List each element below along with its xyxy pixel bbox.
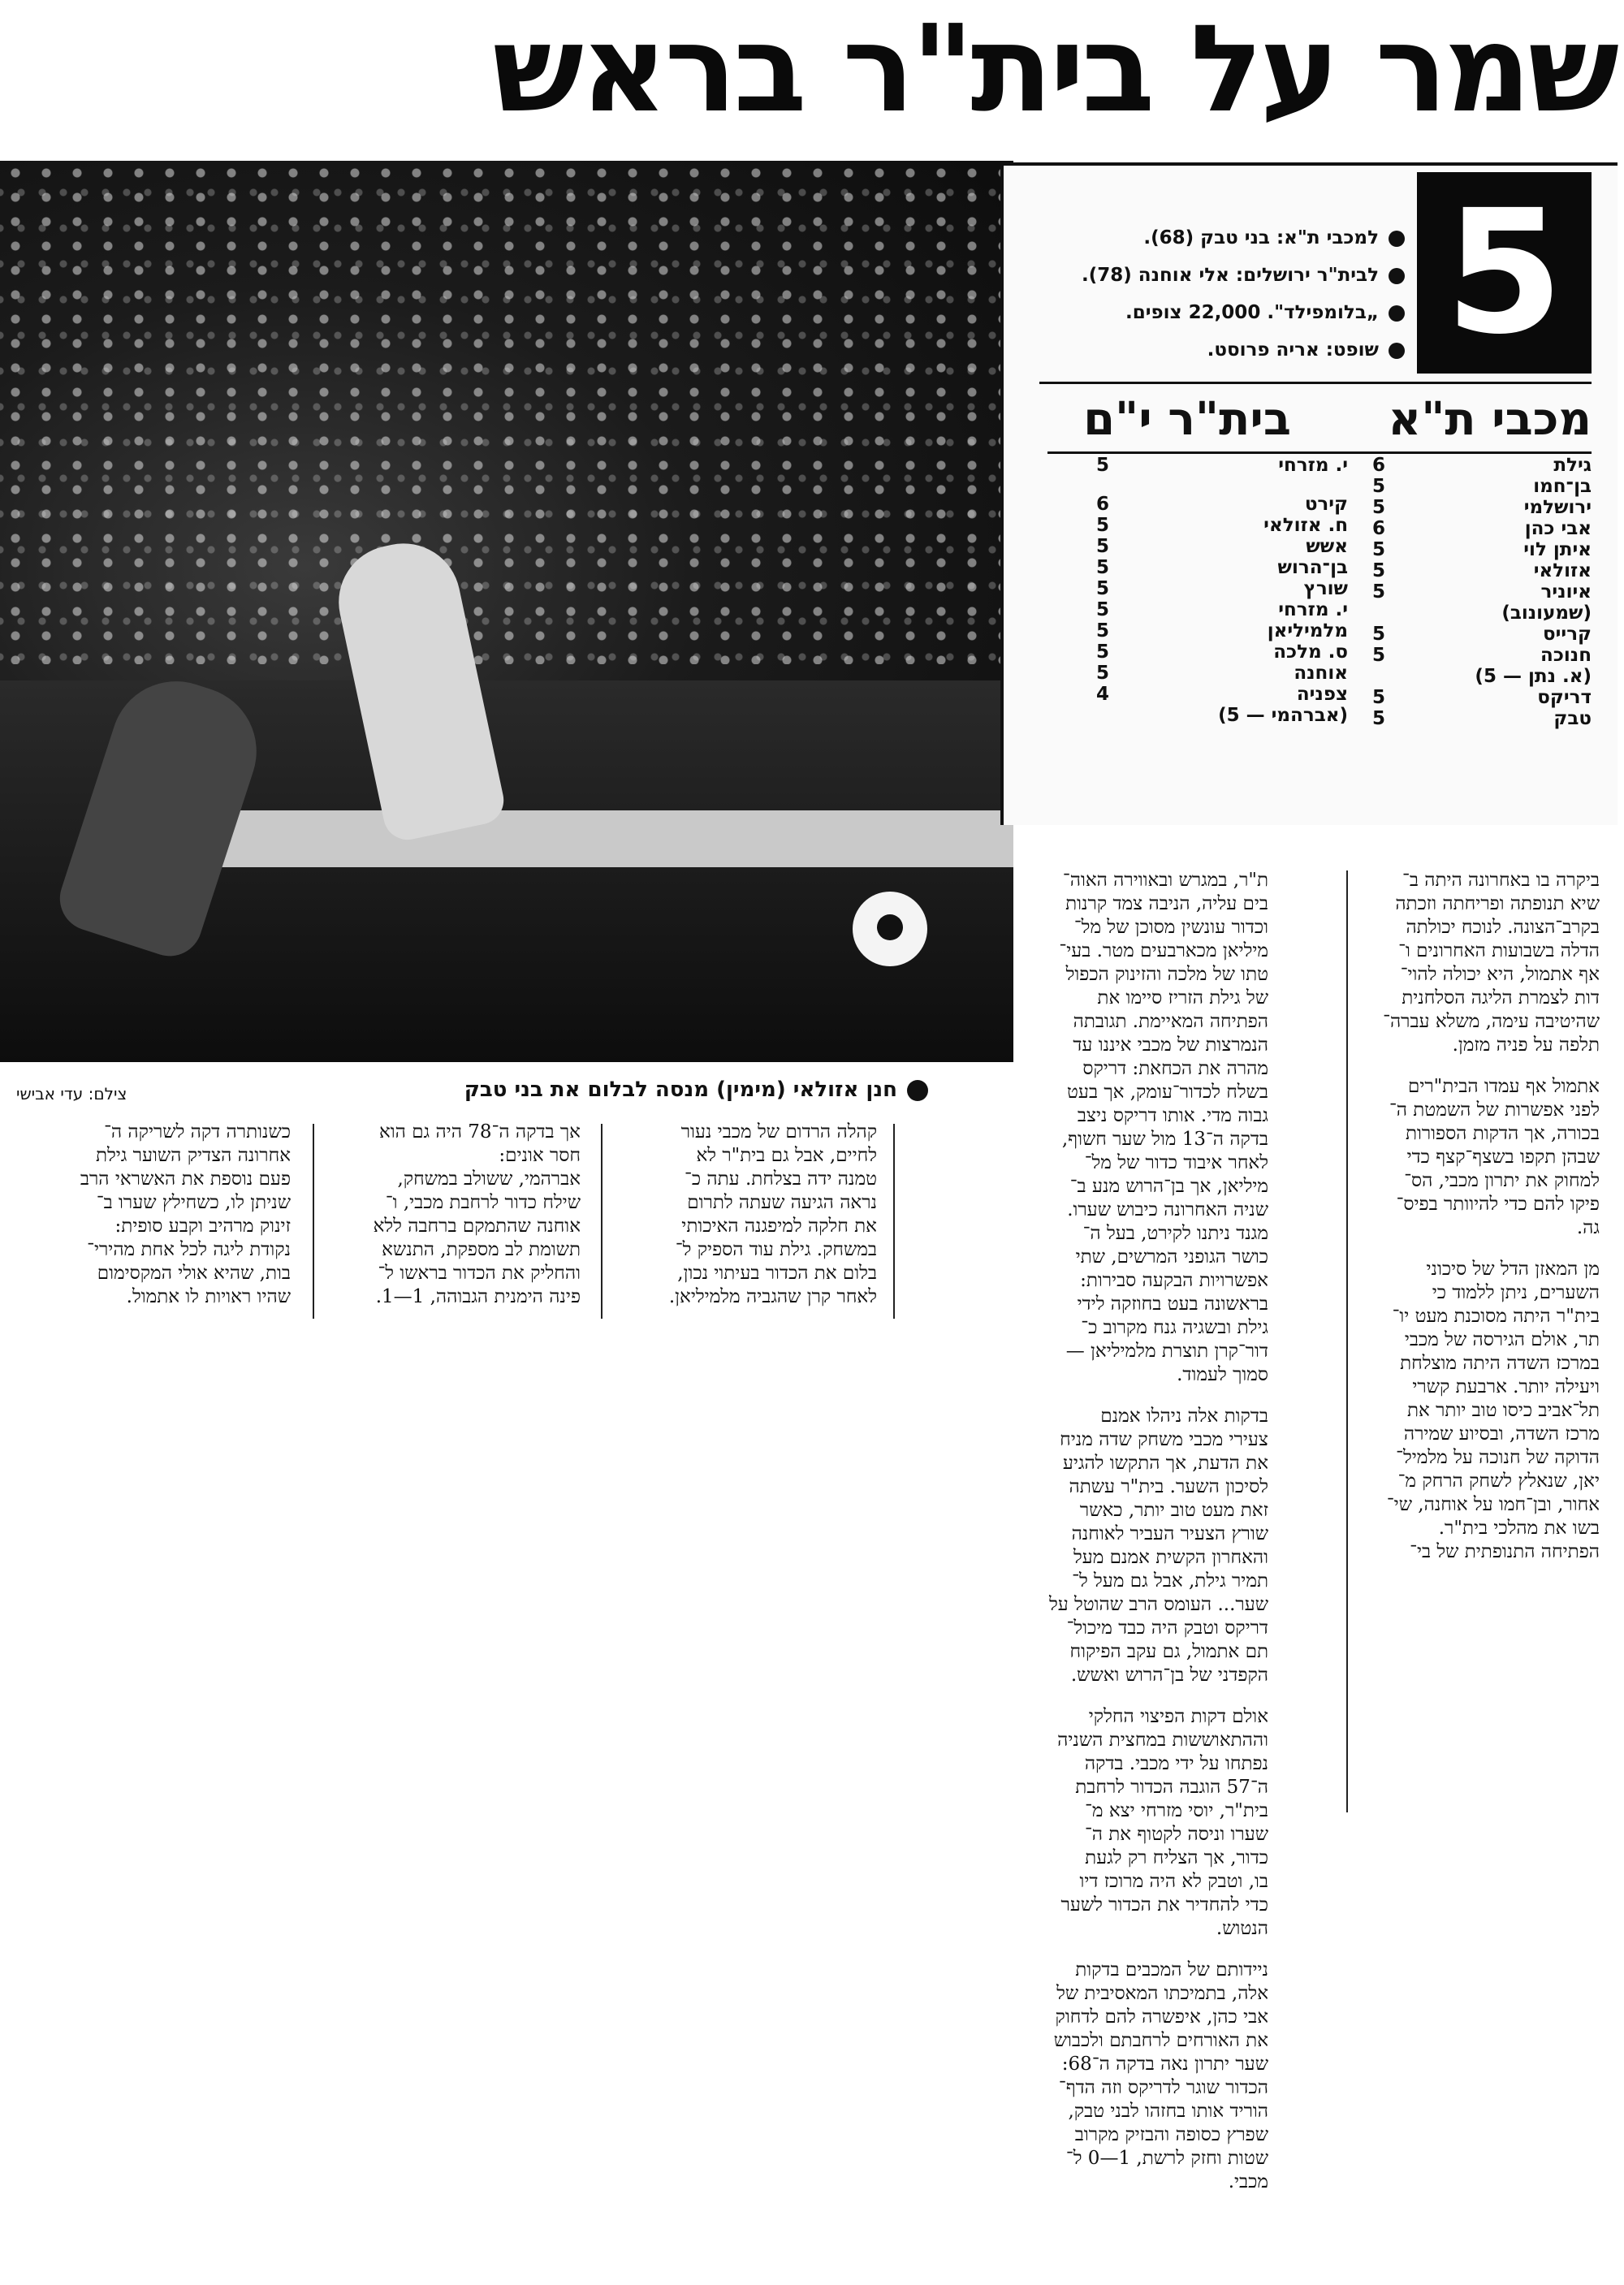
player-rating: 5 <box>1372 624 1386 645</box>
column-rule <box>601 1124 603 1319</box>
player-rating: 5 <box>1096 620 1110 641</box>
match-facts <box>1015 219 1405 369</box>
player-rating: 5 <box>1372 687 1386 708</box>
match-photo <box>0 161 1013 1062</box>
column-rule <box>1346 870 1348 1812</box>
fact-text: לבית"ר ירושלים: אלי אוחנה (78). <box>1081 265 1379 286</box>
player-name: ח. אזולאי <box>1263 515 1348 536</box>
lineup-row <box>1372 666 1592 687</box>
photo-caption: חנן אזולאי (מימין) מנסה לבלום את בני טבק <box>464 1078 897 1102</box>
player-rating: 6 <box>1096 494 1110 515</box>
article-column-5 <box>15 1121 291 1327</box>
player-rating: 5 <box>1096 663 1110 684</box>
player-name: אזולאי <box>1533 560 1592 581</box>
article-paragraph: ניידותם של המכבים בדקות אלה, בתמיכתו המאסיבית של אבי כהן, איפשרה להם לדחוק את האורחים לרחבתם ולכבוש שער יתרון נאה בדקה ה־68: הכדור שוגר לדריקס וזה הדף־ הוריד אותו בחזהו לבני טבק, שפרץ כסופה והבזיק מקרוב שטות וחזק לרשת, 1—0 ל־ מכבי. <box>1053 1959 1268 2192</box>
lineup-row <box>1372 581 1592 603</box>
article-paragraph: קהלה הרדום של מכבי נעור לחיים, אבל גם בית"ר לא טמנה ידה בצלחת. עתה כ־ נראה הגיעה שעתה לתרום את חלקה למיפגנה האיכותי במשחק. גילת עוד הספיק ל־ בלום את הכדור בעיתוי נכון, לאחר קרן שהגביה מלמיליאן. <box>668 1121 877 1307</box>
player-name: חנוכה <box>1540 645 1592 666</box>
player-name: אבי כהן <box>1524 518 1592 539</box>
lineup-divider <box>1047 451 1592 454</box>
photo-ball <box>853 892 927 966</box>
fact-scorer-home <box>1015 219 1405 257</box>
player-rating: 5 <box>1372 497 1386 518</box>
column-rule <box>313 1124 314 1319</box>
lineup-row <box>1372 539 1592 560</box>
player-name: איתן לוי <box>1523 539 1592 560</box>
player-rating: 5 <box>1096 599 1110 620</box>
lineup-row <box>1096 557 1348 578</box>
player-name: י. מזרחי <box>1278 455 1348 476</box>
lineup-row <box>1096 536 1348 557</box>
article-column-1 <box>1372 869 1600 1582</box>
lineup-row <box>1096 599 1348 620</box>
box-divider <box>1039 382 1592 384</box>
player-name: (א. נתן — 5) <box>1475 666 1592 687</box>
fact-venue <box>1015 294 1405 331</box>
player-name: (שמעונוב) <box>1501 603 1592 624</box>
article-paragraph: אתמול אף עמדו הבית"רים לפני אפשרות של השמטת ה־ בכורה, אך הדקות הספורות שבהן תקפו בשצף־קצף כדי למחוק את יתרון מכבי, הס־ פיקו להם כדי להיוותר בפיס־ גה. <box>1389 1076 1600 1238</box>
player-rating: 5 <box>1372 645 1386 666</box>
lineup-row <box>1372 518 1592 539</box>
home-team-name: מכבי ת"א <box>1388 393 1592 446</box>
lineup-row <box>1372 497 1592 518</box>
fact-referee <box>1015 331 1405 369</box>
caption-bullet-icon <box>907 1080 928 1101</box>
lineup-row <box>1096 663 1348 684</box>
away-goalkeeper-row <box>1096 455 1348 476</box>
lineup-row <box>1372 708 1592 729</box>
article-column-4 <box>345 1121 581 1327</box>
lineup-row <box>1096 494 1348 515</box>
player-rating: 6 <box>1372 455 1386 476</box>
fact-scorer-away <box>1015 257 1405 294</box>
lineup-row <box>1372 476 1592 497</box>
headline: שמר על בית"ר בראש <box>492 0 1616 139</box>
photo-advertising-board <box>122 810 1013 867</box>
article-paragraph: אך בדקה ה־78 היה גם הוא חסר אונים: אברהמי, ששולב במשחק, שילח כדור לרחבת מכבי, ו־ אוחנה שהתמקם ברחבה ללא תשומת לב מספקת, התנשא והחליק את הכדור בראשו ל־ פינה הימנית הגבוהה, 1—1. <box>373 1121 581 1307</box>
bullet-icon <box>1389 305 1405 322</box>
article-paragraph: כשנותרה דקה לשריקה ה־ אחרונה הצדיק השוער גילת פעם נוספת את האשראי הרב שניתן לו, כשחילץ שערו ב־ זינוק מרהיב וקבע סופית: נקודת ליגה לכל אחת מהירי־ בות, שהיא אולי המקסימום שהיו ראויות לו אתמול. <box>80 1121 291 1307</box>
bullet-icon <box>1389 231 1405 247</box>
lineup-row <box>1096 641 1348 663</box>
player-rating: 5 <box>1096 641 1110 663</box>
article-paragraph: מן המאזן הדל של סיכוני השערים, ניתן ללמוד כי בית"ר היתה מסוכנת מעט יו־ תר, אולם הגירסה של מכבי במרכז השדה היתה מוצלחת ויעילה יותר. ארבעת קשרי תל־אביב כיסו טוב יותר את מרכז השדה, ובסיוע שמירה הדוקה של חנוכה על מלמיל־ יאן, שנאלץ לשחק הרחק מ־ אחור, ובן־חמו על אוחנה, שי־ בשו את מהלכי בית"ר. הפתיחה התנופתית של בי־ <box>1386 1259 1600 1562</box>
photo-credit: צילם: עדי אבישי <box>16 1084 127 1104</box>
player-rating: 5 <box>1096 578 1110 599</box>
player-name: בן־הרוש <box>1277 557 1348 578</box>
fact-text: למכבי ת"א: בני טבק (68). <box>1143 227 1379 248</box>
player-rating: 5 <box>1096 536 1110 557</box>
player-name: שורץ <box>1303 578 1348 599</box>
lineup-row <box>1372 645 1592 666</box>
lineup-row <box>1372 603 1592 624</box>
column-rule <box>893 1124 895 1319</box>
away-team-name: בית"ר י"ם <box>1083 393 1291 446</box>
away-lineup <box>1096 494 1348 726</box>
fact-text: „בלומפילד". 22,000 צופים. <box>1125 302 1379 323</box>
player-name: קירט <box>1304 494 1348 515</box>
player-name: (אברהמי — 5) <box>1218 705 1348 726</box>
player-rating: 4 <box>1096 684 1110 705</box>
lineup-row <box>1096 684 1348 705</box>
player-name: י. מזרחי <box>1278 599 1348 620</box>
lineup-row <box>1096 620 1348 641</box>
bullet-icon <box>1389 343 1405 359</box>
home-lineup <box>1372 455 1592 729</box>
player-name: בן־חמו <box>1533 476 1592 497</box>
player-rating: 6 <box>1372 518 1386 539</box>
player-rating: 5 <box>1096 557 1110 578</box>
lineup-row <box>1104 705 1348 726</box>
player-name: מלמיליאן <box>1267 620 1348 641</box>
article-paragraph: ביקרה בו באחרונה היתה ב־ שיא תנופתה ופריחתה וזכתה בקרב־הצונה. לנוכח יכולתה הדלה בשבועות האחרונים ו־ אף אתמול, היא יכולה להוי־ דות לצמרת הליגה הסלחנית שהיטיבה עימה, משלא עברה־ תלפה על פניה מזמן. <box>1383 870 1600 1056</box>
player-name: אוחנה <box>1294 663 1348 684</box>
player-rating: 5 <box>1372 476 1386 497</box>
score-badge: 5 <box>1417 172 1592 374</box>
fact-text: שופט: אריה פרוסט. <box>1207 339 1379 361</box>
player-name: גילת <box>1553 455 1592 476</box>
bullet-icon <box>1389 268 1405 284</box>
lineup-row <box>1372 624 1592 645</box>
lineup-row <box>1096 455 1348 476</box>
player-rating: 5 <box>1096 455 1110 476</box>
player-name: ס. מלכה <box>1273 641 1348 663</box>
article-column-3 <box>641 1121 877 1327</box>
lineup-row <box>1372 687 1592 708</box>
article-paragraph: ת"ר, במגרש ובאווירה האוה־ בים עליה, הניבה צמד קרנות וכדור עונשין מסוכן של מל־ מיליאן מכארבעים מטר. בעי־ טתו של מלכה והזינוק הכפול של גילת הזריז סיימו את הפתיחה המאיימת. תגובתה הנמרצות של מכבי איננו עד מהרה את הכחאת: דריקס בשלח לכדור־עומק, אך בעט גבוה מדי. אותו דריקס ניצב בדקה ה־13 מול שער חשוף, לאחר איבוד כדור של מל־ מיליאן, אך בן־הרוש מנע ב־ שניה האחרונה כיבוש שערו. מגנד ניתנו לקירט, בעל ה־ כושר הגופני המרשים, שתי אפשרויות הבקעה סבירות: בראשונה בעט בחוזקה לידי גילת ובשגיה גנח מקרוב כ־ דור־קרן תוצרת מלמיליאן — סמוך לעמוד. <box>1059 870 1268 1385</box>
player-rating: 5 <box>1096 515 1110 536</box>
player-name: אשש <box>1306 536 1348 557</box>
player-name: קרייס <box>1543 624 1592 645</box>
photo-crowd <box>0 161 1013 664</box>
player-rating: 5 <box>1372 708 1386 729</box>
lineup-row <box>1372 560 1592 581</box>
lineup-row <box>1096 515 1348 536</box>
article-paragraph: בדקות אלה ניהלו אמנם צעירי מכבי משחק שדה מניח את הדעת, אך התקשו להגיע לסיכון השער. בית"ר עשתה זאת מעט טוב יותר, כאשר שורץ הצעיר העביר לאוחנה והאחרון הקשית אמנם מעל תמיר גילת, אבל גם מעל ל־ שער... העומס הרב שהוטל על דריקס וטבק היה כבד מיכול־ תם אתמול, גם עקב הפיקוח הקפדני של בן־הרוש ואשש. <box>1048 1406 1268 1686</box>
player-rating: 5 <box>1372 581 1386 603</box>
article-column-2 <box>1009 869 1268 2212</box>
lineup-row <box>1096 578 1348 599</box>
player-name: איוניר <box>1540 581 1592 603</box>
player-rating: 5 <box>1372 539 1386 560</box>
lineup-row <box>1372 455 1592 476</box>
article-paragraph: אולם דקות הפיצוי החלקי וההתאוששות במחצית השניה נפתחו על ידי מכבי. בדקה ה־57 הוגבה הכדור לרחבת בית"ר, יוסי מזרחי יצא מ־ שערו וניסה לקטוף את ה־ כדור, אך הצליח רק לגעת בו, וטבק לא היה מרוכז דיו כדי להחדיר את הכדור לשער הנטוש. <box>1057 1706 1268 1939</box>
player-rating: 5 <box>1372 560 1386 581</box>
player-name: ירושלמי <box>1523 497 1592 518</box>
player-name: צפניה <box>1296 684 1348 705</box>
player-name: טבק <box>1553 708 1592 729</box>
player-name: דריקס <box>1537 687 1592 708</box>
